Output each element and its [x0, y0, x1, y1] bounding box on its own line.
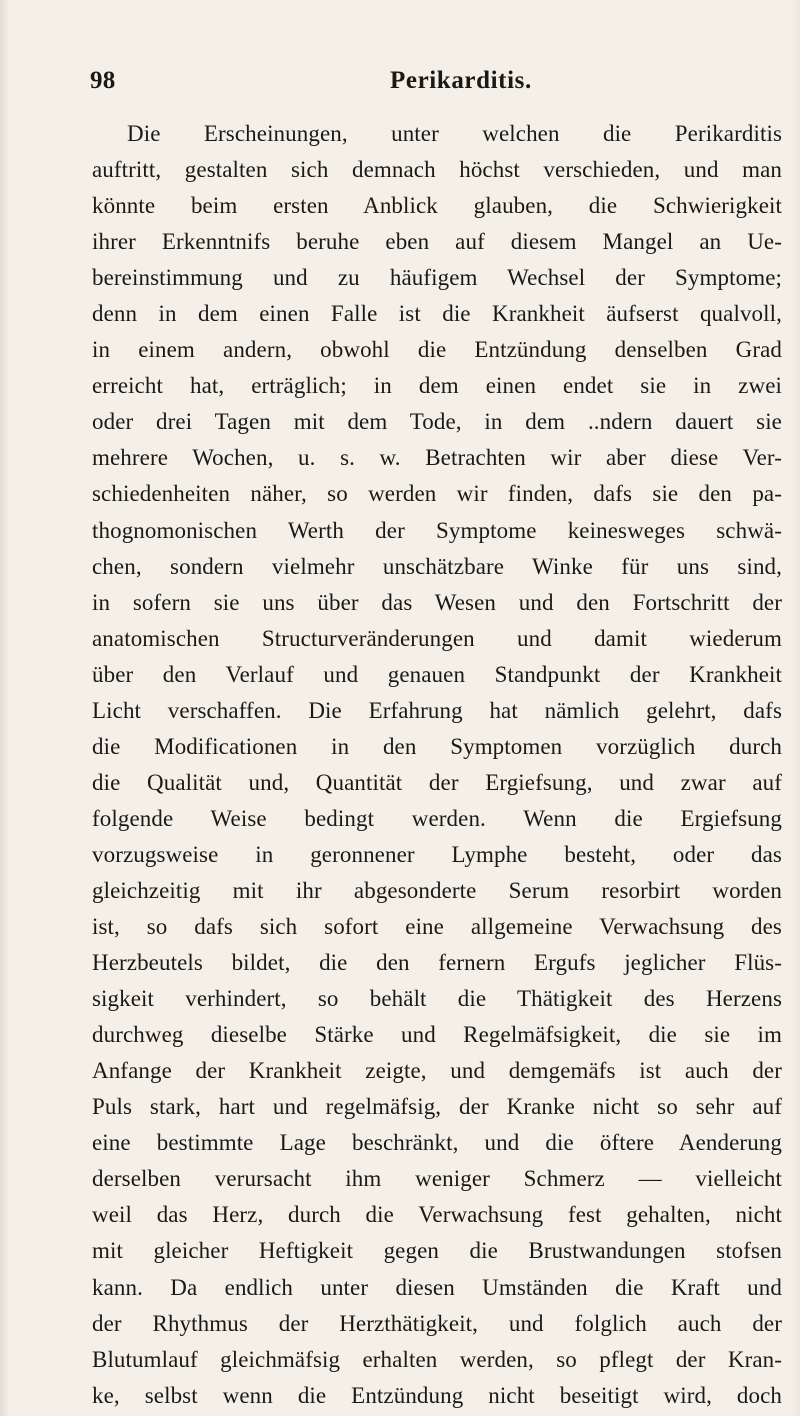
text-line: gleichzeitig mit ihr abgesonderte Serum resorbirt worden [92, 877, 782, 903]
text-line: Puls stark, hart und regelmäfsig, der Kranke nicht so sehr auf [92, 1094, 782, 1120]
text-line: bereinstimmung und zu häufigem Wechsel der Symptome; [92, 265, 782, 291]
page-header [90, 60, 770, 100]
text-line: derselben verursacht ihm weniger Schmerz — vielleicht [92, 1166, 782, 1192]
running-head: Perikarditis. [390, 67, 532, 94]
text-line: über den Verlauf und genauen Standpunkt der Krankheit [92, 661, 782, 687]
text-line: chen, sondern vielmehr unschätzbare Winke für uns sind, [92, 553, 782, 579]
text-line: anatomischen Structurveränderungen und damit wiederum [92, 625, 782, 651]
text-line: thognomonischen Werth der Symptome keinesweges schwä- [92, 517, 782, 543]
text-line: kann. Da endlich unter diesen Umständen die Kraft und [92, 1274, 782, 1300]
text-line: oder drei Tagen mit dem Tode, in dem ..ndern dauert sie [92, 409, 782, 435]
text-line: in einem andern, obwohl die Entzündung denselben Grad [92, 337, 782, 363]
text-line: mit gleicher Heftigkeit gegen die Brustwandungen stofsen [92, 1238, 782, 1264]
text-line: weil das Herz, durch die Verwachsung fest gehalten, nicht [92, 1202, 782, 1228]
text-line: mehrere Wochen, u. s. w. Betrachten wir aber diese Ver- [92, 445, 782, 471]
text-line: ist, so dafs sich sofort eine allgemeine Verwachsung des [92, 914, 782, 940]
text-line: denn in dem einen Falle ist die Krankheit äufserst qualvoll, [92, 301, 782, 327]
text-line: durchweg dieselbe Stärke und Regelmäfsigkeit, die sie im [92, 1022, 782, 1048]
page-gutter-shadow [0, 0, 10, 1416]
text-line: ihrer Erkenntnifs beruhe eben auf diesem Mangel an Ue- [92, 229, 782, 255]
text-line: Herzbeutels bildet, die den fernern Ergufs jeglicher Flüs- [92, 950, 782, 976]
text-line: auftritt, gestalten sich demnach höchst verschieden, und man [92, 157, 782, 183]
text-line: ke, selbst wenn die Entzündung nicht beseitigt wird, doch [92, 1382, 782, 1408]
body-text [92, 116, 782, 1414]
text-line: erreicht hat, erträglich; in dem einen endet sie in zwei [92, 373, 782, 399]
page-number: 98 [90, 67, 116, 94]
text-line: schiedenheiten näher, so werden wir finden, dafs sie den pa- [92, 481, 782, 507]
text-line: Die Erscheinungen, unter welchen die Perikarditis [127, 121, 782, 146]
text-line: in sofern sie uns über das Wesen und den Fortschritt der [92, 589, 782, 615]
text-line: Blutumlauf gleichmäfsig erhalten werden, so pflegt der Kran- [92, 1346, 782, 1372]
text-line: die Modificationen in den Symptomen vorzüglich durch [92, 733, 782, 759]
text-line: folgende Weise bedingt werden. Wenn die Ergiefsung [92, 805, 782, 831]
text-line: Licht verschaffen. Die Erfahrung hat nämlich gelehrt, dafs [92, 697, 782, 723]
text-line: eine bestimmte Lage beschränkt, und die öftere Aenderung [92, 1130, 782, 1156]
text-line: könnte beim ersten Anblick glauben, die Schwierigkeit [92, 193, 782, 219]
text-line: die Qualität und, Quantität der Ergiefsung, und zwar auf [92, 769, 782, 795]
text-line: der Rhythmus der Herzthätigkeit, und folglich auch der [92, 1310, 782, 1336]
text-line: vorzugsweise in geronnener Lymphe besteht, oder das [92, 841, 782, 867]
text-line: sigkeit verhindert, so behält die Thätigkeit des Herzens [92, 986, 782, 1012]
text-line: Anfange der Krankheit zeigte, und demgemäfs ist auch der [92, 1058, 782, 1084]
page-edge-shadow [792, 0, 800, 1416]
